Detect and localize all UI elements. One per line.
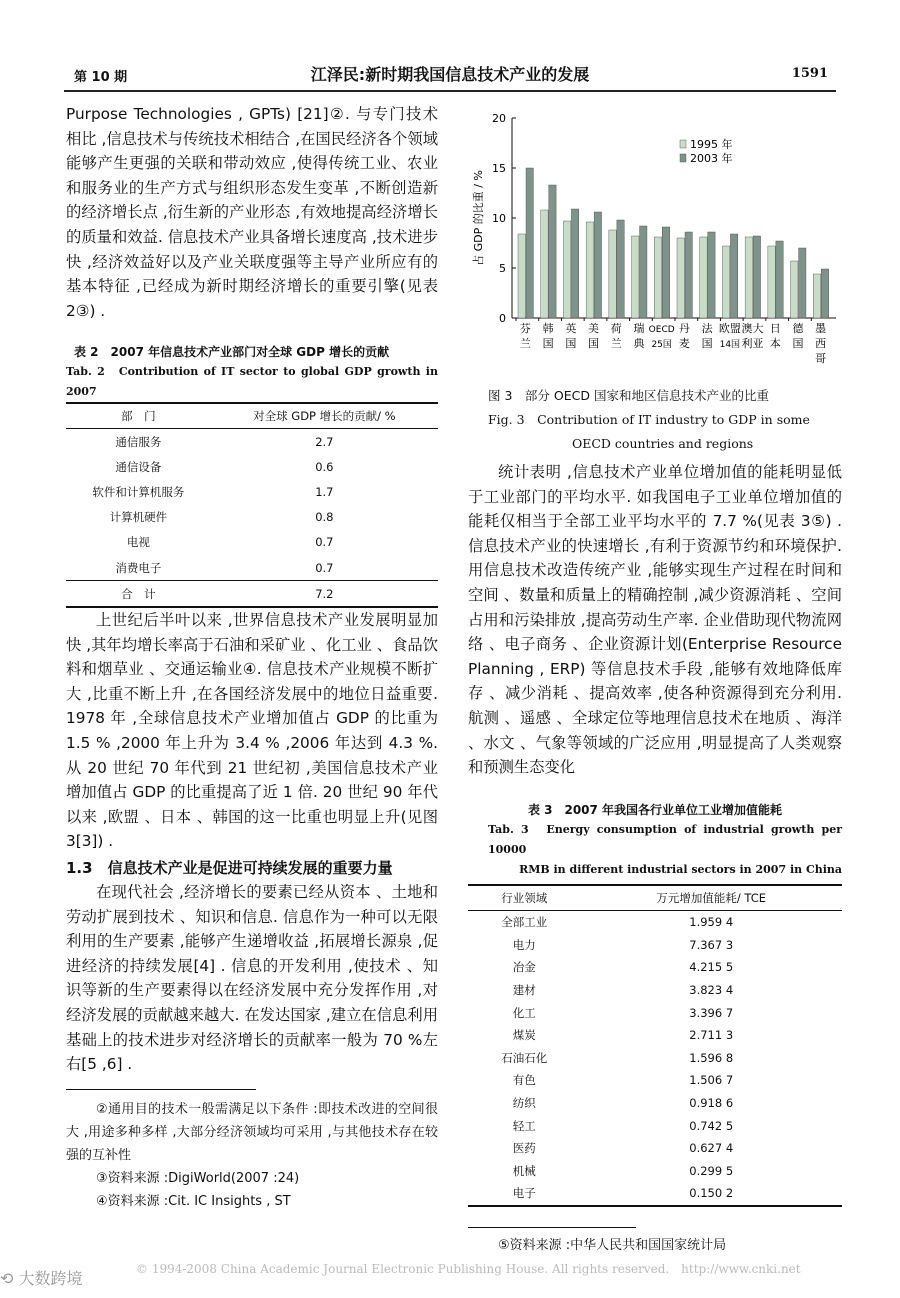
table-2 (66, 342, 438, 608)
row-value: 0.7 (315, 535, 334, 550)
x-tick-label: 法国 (701, 322, 713, 350)
bar-2003 (708, 232, 715, 318)
bar-2003 (594, 212, 601, 318)
row-value: 1.959 4 (689, 915, 734, 930)
bar-1995 (700, 237, 707, 318)
row-value: 0.627 4 (689, 1141, 734, 1156)
table-row (468, 979, 842, 1002)
table-3-header-energy: 万元增加值能耗/ TCE (580, 885, 842, 911)
row-value: 2.7 (315, 434, 334, 449)
x-tick-label: 美国 (588, 322, 600, 350)
bar-2003 (753, 236, 760, 318)
x-tick-label: 芬兰 (519, 322, 531, 350)
bar-1995 (586, 222, 593, 318)
row-label: 通信设备 (115, 459, 162, 474)
table-3-caption-en-1: Tab. 3 Energy consumption of industrial growth per 10000 (488, 823, 842, 856)
x-tick-label: OECD 25国 (648, 325, 675, 350)
logo-icon: ⟲ (0, 1269, 14, 1288)
bar-2003 (640, 226, 647, 318)
row-label: 计算机硬件 (109, 510, 168, 525)
left-paragraph-3: 在现代社会 ,经济增长的要素已经从资本 、土地和劳动扩展到技术 、知识和信息. 信息作为一种可以无限利用的生产要素 ,能够产生递增收益 ,拓展增长源泉 ,促进经济的持续发展[4] . 信息的开发利用 ,使技术 、知识等新的生产要素得以在经济发展中充分发挥作用 ,对经济发展的贡献越来越大. 在发达国家 ,建立在信息利用基础上的技术进步对经济增长的贡献率一般为 70 %左右[5 ,6] . (66, 882, 438, 1074)
row-value: 1.596 8 (689, 1050, 734, 1065)
row-label: 纺织 (512, 1096, 536, 1111)
bar-1995 (609, 230, 616, 318)
x-tick-label: 日本 (769, 322, 781, 350)
bar-2003 (821, 269, 828, 318)
bar-2003 (617, 220, 624, 318)
bar-1995 (722, 246, 729, 318)
footnote-4: ④资料来源 :Cit. IC Insights , ST (96, 1193, 291, 1209)
bar-1995 (768, 246, 775, 318)
row-label: 电子 (468, 1182, 580, 1206)
legend-swatch (680, 140, 686, 148)
y-tick-label: 15 (492, 162, 506, 175)
row-value: 0.299 5 (689, 1163, 734, 1178)
bar-1995 (791, 261, 798, 318)
bar-1995 (632, 236, 639, 318)
legend-swatch (680, 154, 686, 162)
legend-label: 1995 年 (690, 138, 733, 151)
page-number: 1591 (791, 66, 828, 81)
table-row (468, 1137, 842, 1160)
row-label: 有色 (512, 1073, 536, 1088)
running-title: 江泽民:新时期我国信息技术产业的发展 (310, 65, 590, 84)
figure-3-caption-en-1: Fig. 3 Contribution of IT industry to GDP in some (488, 412, 810, 427)
table-row (468, 1092, 842, 1115)
row-value: 7.367 3 (689, 937, 734, 952)
footnote-rule-right (468, 1227, 636, 1228)
row-value: 0.8 (315, 510, 334, 525)
footnote-rule (66, 1089, 256, 1090)
x-tick-label: 英国 (565, 322, 577, 350)
footnote-5: ⑤资料来源 :中华人民共和国国家统计局 (498, 1237, 727, 1253)
bar-2003 (571, 209, 578, 318)
figure-3 (468, 104, 842, 456)
row-label: 轻工 (512, 1118, 536, 1133)
right-column-body (468, 460, 842, 780)
table-row (468, 911, 842, 934)
row-label: 软件和计算机服务 (92, 484, 185, 499)
x-tick-label: 荷兰 (610, 322, 622, 350)
total-value: 7.2 (211, 581, 438, 608)
table-row (468, 1047, 842, 1070)
x-tick-label: 瑞典 (633, 322, 645, 350)
figure-3-caption: 图 3 部分 OECD 国家和地区信息技术产业的比重 (488, 388, 769, 403)
left-paragraph-2: 上世纪后半叶以来 ,世界信息技术产业发展明显加快 ,其年均增长率高于石油和采矿业 、化工业 、食品饮料和烟草业 、交通运输业④. 信息技术产业规模不断扩大 ,比重不断上升 ,在各国经济发展中的地位日益重要. 1978 年 ,全球信息技术产业增加值占 GDP 的比重为 1.5 % ,2000 年上升为 3.4 % ,2006 年达到 4.3 %. 从 20 世纪 70 年代到 21 世纪初 ,美国信息技术产业增加值占 GDP 的比重提高了近 1 倍. 20 世纪 90 年代以来 ,欧盟 、日本 、韩国的这一比重也明显上升(见图 3[3]) . (66, 611, 438, 851)
left-paragraph-1: Purpose Technologies , GPTs) [21]②. 与专门技术相比 ,信息技术与传统技术相结合 ,在国民经济各个领域能够产生更强的关联和带动效应 ,使得传统工业、农业和服务业的生产方式与组织形态发生变革 ,不断创造新的经济增长点 ,衍生新的产业形态 ,有效地提高经济增长的质量和效益. 信息技术产业具备增长速度高 ,技术进步快 ,经济效益好以及产业关联度强等主导产业所应有的基本特征 ,已经成为新时期经济增长的重要引擎(见表 2③) . (66, 105, 438, 320)
copyright-footer: © 1994-2008 China Academic Journal Electronic Publishing House. All rights reserved. http://www.cnki.net (136, 1262, 801, 1276)
row-value: 0.150 2 (580, 1182, 842, 1206)
table-row (66, 454, 438, 479)
footnote-3: ③资料来源 :DigiWorld(2007 :24) (96, 1170, 300, 1186)
row-label: 通信服务 (115, 434, 162, 449)
row-value: 0.742 5 (689, 1118, 734, 1133)
y-tick-label: 0 (499, 312, 506, 325)
table-row (468, 1069, 842, 1092)
row-label: 全部工业 (501, 915, 548, 930)
issue-number: 第 10 期 (74, 70, 128, 85)
row-label: 电力 (512, 937, 536, 952)
table-row (66, 479, 438, 504)
table-2-header-dept: 部 门 (66, 403, 211, 429)
logo-text: 大数跨境 (18, 1269, 83, 1288)
table-total-row (66, 581, 438, 608)
bar-1995 (745, 237, 752, 318)
table-row (468, 956, 842, 979)
bar-2003 (776, 241, 783, 318)
table-row (468, 1024, 842, 1047)
row-label: 煤炭 (512, 1028, 536, 1043)
table-3-caption: 表 3 2007 年我国各行业单位工业增加值能耗 (527, 803, 783, 817)
running-header (64, 62, 836, 92)
row-value: 4.215 5 (689, 960, 734, 975)
bar-1995 (813, 274, 820, 318)
table-3 (468, 800, 842, 1257)
row-value: 3.823 4 (689, 983, 734, 998)
table-row (66, 505, 438, 530)
row-value: 0.6 (315, 459, 334, 474)
table-2-caption-en: Tab. 2 Contribution of IT sector to global GDP growth in 2007 (66, 365, 438, 398)
x-tick-label: 欧盟 14国 (718, 322, 741, 350)
table-row (468, 1160, 842, 1183)
x-tick-label: 韩国 (542, 322, 554, 350)
left-column (66, 102, 438, 323)
bar-2003 (662, 227, 669, 318)
table-row (468, 934, 842, 957)
row-label: 化工 (512, 1005, 536, 1020)
figure-3-chart (468, 104, 842, 376)
bar-1995 (677, 238, 684, 318)
y-tick-label: 10 (492, 212, 506, 225)
bar-2003 (526, 168, 533, 318)
figure-3-caption-en-2: OECD countries and regions (572, 436, 754, 451)
row-value: 2.711 3 (689, 1028, 734, 1043)
y-axis-label: 占 GDP 的比重 / % (472, 170, 485, 266)
x-tick-label: 墨西哥 (815, 322, 827, 365)
table-2-grid (66, 402, 438, 608)
bar-1995 (654, 237, 661, 318)
row-label: 冶金 (512, 960, 536, 975)
row-value: 1.7 (315, 484, 334, 499)
table-row (66, 555, 438, 581)
table-3-header-sector: 行业领域 (468, 885, 580, 911)
table-2-caption: 表 2 2007 年信息技术产业部门对全球 GDP 增长的贡献 (74, 345, 390, 359)
bar-2003 (799, 248, 806, 318)
table-row (468, 1114, 842, 1137)
y-tick-label: 5 (499, 262, 506, 275)
bar-2003 (685, 232, 692, 318)
y-tick-label: 20 (492, 112, 506, 125)
row-label: 石油石化 (501, 1050, 548, 1065)
total-label: 合 计 (66, 581, 211, 608)
bar-2003 (549, 185, 556, 318)
x-tick-label: 澳大利亚 (741, 322, 764, 350)
table-2-header-contrib: 对全球 GDP 增长的贡献/ % (211, 403, 438, 429)
table-row (468, 1182, 842, 1206)
bar-1995 (518, 234, 525, 318)
table-row (468, 1001, 842, 1024)
left-column-body (66, 608, 438, 1213)
table-row (66, 530, 438, 555)
right-paragraph-1: 统计表明 ,信息技术产业单位增加值的能耗明显低于工业部门的平均水平. 如我国电子工业单位增加值的能耗仅相当于全部工业平均水平的 7.7 %(见表 3⑤) . 信息技术产业的快速增长 ,有利于资源节约和环境保护. 用信息技术改造传统产业 ,能够实现生产过程在时间和空间 、数量和质量上的精确控制 ,减少资源消耗 、空间占用和污染排放 ,提高劳动生产率. 企业借助现代物流网络 、电子商务 、企业资源计划(Enterprise Resource Planning , ERP) 等信息技术手段 ,能够有效地降低库存 、减少消耗 、提高效率 ,使各种资源得到充分利用. 航测 、遥感 、全球定位等地理信息技术在地质 、海洋 、水文 、气象等领域的广泛应用 ,明显提高了人类观察和预测生态变化 (468, 463, 842, 777)
x-tick-label: 德国 (792, 322, 804, 350)
legend-label: 2003 年 (690, 152, 733, 165)
row-value: 0.7 (315, 560, 334, 575)
row-value: 3.396 7 (689, 1005, 734, 1020)
row-label: 消费电子 (115, 560, 162, 575)
row-label: 医药 (512, 1141, 536, 1156)
table-3-caption-en-2: RMB in different industrial sectors in 2007 in China (519, 863, 842, 876)
bar-1995 (563, 221, 570, 318)
row-value: 1.506 7 (689, 1073, 734, 1088)
bar-2003 (730, 234, 737, 318)
table-row (66, 429, 438, 455)
row-label: 机械 (512, 1163, 536, 1178)
row-label: 建材 (512, 983, 536, 998)
x-tick-label: 丹麦 (678, 322, 690, 350)
table-3-grid (468, 884, 842, 1207)
row-label: 电视 (126, 535, 150, 550)
section-heading-1-3: 1.3 信息技术产业是促进可持续发展的重要力量 (66, 858, 393, 877)
row-value: 0.918 6 (689, 1096, 734, 1111)
footnote-2: ②通用目的技术一般需满足以下条件 :即技术改进的空间很大 ,用途多种多样 ,大部分经济领域均可采用 ,与其他技术存在较强的互补性 (66, 1101, 438, 1163)
bar-1995 (541, 210, 548, 318)
